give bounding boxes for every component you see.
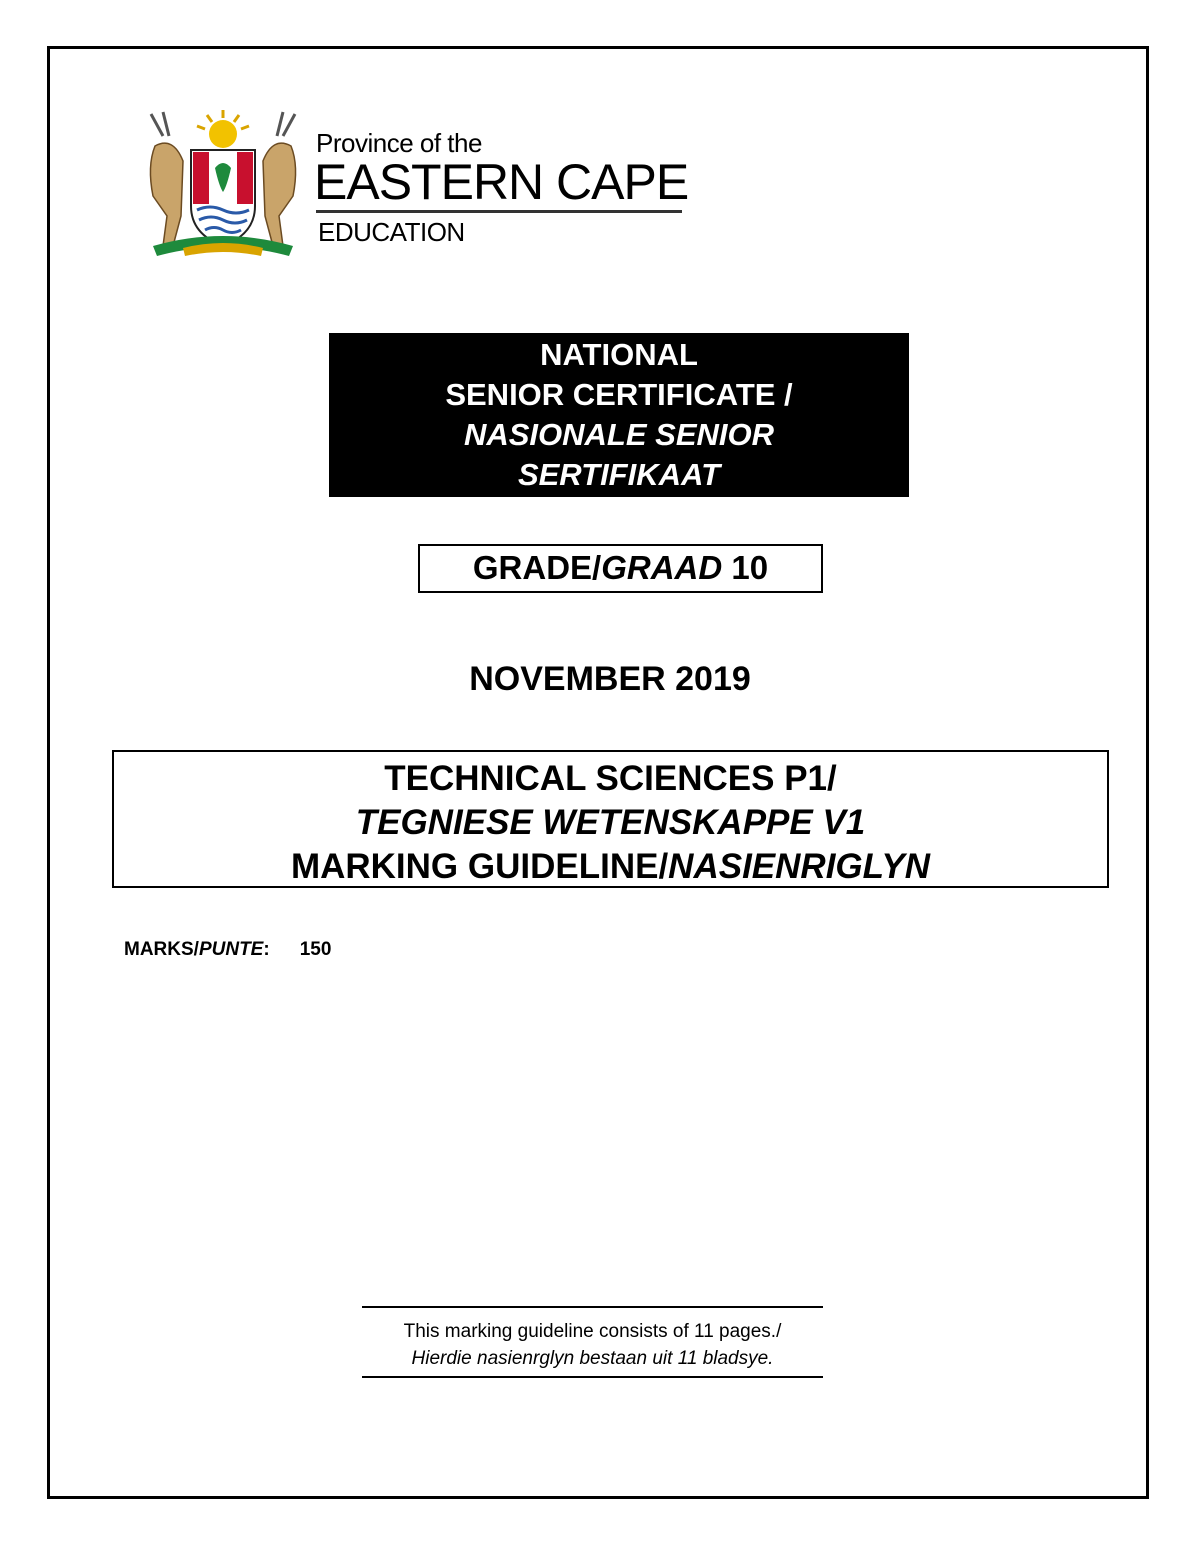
subject-box — [112, 750, 1109, 888]
marks-label-af: PUNTE — [198, 939, 264, 960]
logo-province-line: Province of the — [316, 128, 482, 158]
marks-value: 150 — [299, 939, 332, 960]
coat-of-arms-icon — [133, 106, 313, 266]
grade-box — [418, 544, 823, 593]
certificate-line3: NASIONALE SENIOR — [463, 417, 775, 452]
certificate-line4: SERTIFIKAAT — [517, 457, 721, 492]
certificate-line2: SENIOR CERTIFICATE / — [445, 377, 793, 412]
subject-line3-en: MARKING GUIDELINE/ — [290, 847, 669, 886]
grade-label-en: GRADE/ — [472, 549, 602, 586]
subject-line3-af: NASIENRIGLYN — [668, 847, 931, 886]
marks-colon: : — [263, 939, 270, 960]
page-count-en: This marking guideline consists of 11 pages./ — [403, 1321, 782, 1342]
marks-line — [124, 939, 331, 961]
grade-label-af: GRAAD — [601, 549, 723, 586]
grade-value: 10 — [731, 549, 769, 586]
certificate-box — [329, 333, 909, 497]
logo-education: EDUCATION — [318, 217, 465, 247]
marks-label-en: MARKS/ — [124, 939, 199, 960]
logo-eastern-cape: EASTERN CAPE — [314, 154, 689, 210]
exam-date: NOVEMBER 2019 — [469, 660, 751, 698]
page-count-note — [362, 1306, 823, 1378]
subject-line2: TEGNIESE WETENSKAPPE V1 — [355, 803, 866, 842]
certificate-line1: NATIONAL — [540, 337, 698, 372]
page-count-af: Hierdie nasienrglyn bestaan uit 11 bladsye. — [411, 1348, 774, 1369]
subject-line1: TECHNICAL SCIENCES P1/ — [384, 759, 837, 798]
subject-line3 — [114, 845, 1107, 889]
logo-divider — [316, 210, 682, 213]
